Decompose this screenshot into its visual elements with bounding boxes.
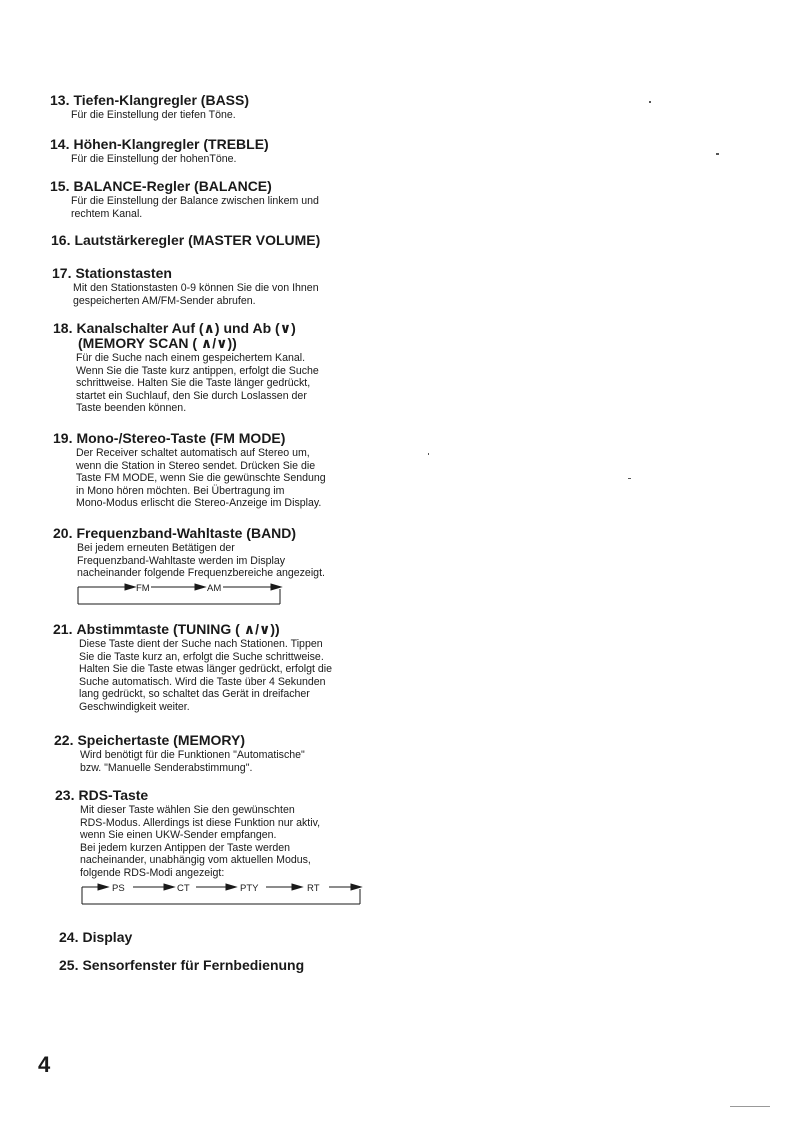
scan-speck xyxy=(428,453,429,455)
item-22 xyxy=(54,732,514,774)
item-14 xyxy=(50,136,510,166)
item-18 xyxy=(53,320,513,415)
item-title: Stationstasten xyxy=(75,265,172,281)
cycle-arrows xyxy=(77,584,287,606)
flow-label-pty: PTY xyxy=(240,882,259,894)
body-line: Mono-Modus erlischt die Stereo-Anzeige im Display. xyxy=(76,497,322,510)
body-line: Geschwindigkeit weiter. xyxy=(79,700,190,713)
body-line: Bei jedem erneuten Betätigen der xyxy=(77,542,235,554)
item-15 xyxy=(50,178,510,220)
body-line: folgende RDS-Modi angezeigt: xyxy=(80,866,225,879)
body-line: Wenn Sie die Taste kurz antippen, erfolgt die Suche xyxy=(76,364,319,377)
body-line: Taste beenden können. xyxy=(76,402,187,415)
item-number: 13. xyxy=(50,92,70,108)
body-line: nacheinander, unabhängig vom aktuellen Modus, xyxy=(80,854,311,867)
item-body xyxy=(79,638,513,714)
item-number: 21. xyxy=(53,621,73,637)
band-cycle-diagram xyxy=(77,584,287,604)
item-body xyxy=(71,153,510,166)
item-title: Abstimmtaste (TUNING ( ∧/∨)) xyxy=(76,621,280,637)
body-line: Bei jedem kurzen Antippen der Taste werden xyxy=(80,841,291,854)
body-line: wenn Sie einen UKW-Sender empfangen. xyxy=(80,829,277,842)
item-body xyxy=(80,749,514,774)
item-16 xyxy=(51,232,511,248)
body-line: Diese Taste dient der Suche nach Stationen. Tippen xyxy=(79,638,323,650)
body-line: bzw. "Manuelle Senderabstimmung". xyxy=(80,761,253,774)
flow-label-ps: PS xyxy=(112,882,125,894)
body-line: Mit den Stationstasten 0-9 können Sie die von Ihnen xyxy=(73,282,319,294)
item-title: Speichertaste (MEMORY) xyxy=(77,732,245,748)
body-line: Für die Einstellung der Balance zwischen linkem und xyxy=(71,195,319,207)
item-number: 22. xyxy=(54,732,74,748)
item-number: 23. xyxy=(55,787,75,803)
flow-label-am: AM xyxy=(207,582,222,594)
item-number: 19. xyxy=(53,430,73,446)
rds-cycle-diagram xyxy=(81,884,366,904)
item-title: Lautstärkeregler (MASTER VOLUME) xyxy=(74,232,321,248)
body-line: Für die Einstellung der hohenTöne. xyxy=(71,153,237,165)
item-20 xyxy=(53,525,513,604)
body-line: Für die Suche nach einem gespeichertem Kanal. xyxy=(76,352,306,364)
item-24 xyxy=(59,929,519,945)
item-title: Tiefen-Klangregler (BASS) xyxy=(73,92,250,108)
item-number: 25. xyxy=(59,957,79,973)
body-line: nacheinander folgende Frequenzbereiche angezeigt. xyxy=(77,567,325,580)
body-line: Suche automatisch. Wird die Taste über 4 Sekunden xyxy=(79,675,326,688)
body-line: Mit dieser Taste wählen Sie den gewünschten xyxy=(80,804,295,816)
scan-speck xyxy=(628,478,631,479)
item-13 xyxy=(50,92,510,122)
item-title: BALANCE-Regler (BALANCE) xyxy=(73,178,272,194)
body-line: rechtem Kanal. xyxy=(71,207,143,220)
page-number: 4 xyxy=(38,1052,51,1077)
item-body xyxy=(76,352,513,415)
item-title: Display xyxy=(82,929,133,945)
item-number: 24. xyxy=(59,929,79,945)
flow-label-fm: FM xyxy=(136,582,150,594)
item-number: 20. xyxy=(53,525,73,541)
item-title: RDS-Taste xyxy=(78,787,149,803)
flow-label-ct: CT xyxy=(177,882,190,894)
item-body xyxy=(76,447,513,510)
body-line: Taste FM MODE, wenn Sie die gewünschte Sendung xyxy=(76,472,326,485)
body-line: Halten Sie die Taste etwas länger gedrückt, erfolgt die xyxy=(79,663,333,676)
body-line: Sie die Taste kurz an, erfolgt die Suche schrittweise. xyxy=(79,650,324,663)
body-line: gespeicherten AM/FM-Sender abrufen. xyxy=(73,294,256,307)
item-number: 17. xyxy=(52,265,72,281)
item-17 xyxy=(52,265,512,307)
body-line: RDS-Modus. Allerdings ist diese Funktion nur aktiv, xyxy=(80,816,321,829)
body-line: wenn die Station in Stereo sendet. Drücken Sie die xyxy=(76,459,316,472)
body-line: Der Receiver schaltet automatisch auf Stereo um, xyxy=(76,447,310,459)
item-21 xyxy=(53,621,513,714)
item-number: 16. xyxy=(51,232,71,248)
flow-label-rt: RT xyxy=(307,882,320,894)
item-number: 18. xyxy=(53,320,73,336)
item-19 xyxy=(53,430,513,510)
item-25 xyxy=(59,957,519,973)
item-title: Sensorfenster für Fernbedienung xyxy=(82,957,305,973)
body-line: Frequenzband-Wahltaste werden im Display xyxy=(77,554,286,567)
scan-speck xyxy=(730,1106,770,1107)
body-line: in Mono hören möchten. Bei Übertragung im xyxy=(76,484,285,497)
item-title: Kanalschalter Auf (∧) und Ab (∨) xyxy=(76,320,296,336)
item-number: 15. xyxy=(50,178,70,194)
item-title: Höhen-Klangregler (TREBLE) xyxy=(73,136,269,152)
scan-speck xyxy=(649,101,651,103)
item-body xyxy=(80,804,515,880)
item-body xyxy=(71,195,510,220)
item-body xyxy=(77,542,513,580)
item-title: Frequenzband-Wahltaste (BAND) xyxy=(76,525,297,541)
item-body xyxy=(73,282,512,307)
item-23 xyxy=(55,787,515,904)
scan-speck xyxy=(716,153,719,155)
item-title: Mono-/Stereo-Taste (FM MODE) xyxy=(76,430,286,446)
item-subtitle: (MEMORY SCAN ( ∧/∨)) xyxy=(78,335,237,351)
body-line: schrittweise. Halten Sie die Taste länger gedrückt, xyxy=(76,377,311,390)
item-body xyxy=(71,109,510,122)
item-number: 14. xyxy=(50,136,70,152)
body-line: startet ein Suchlauf, den Sie durch Loslassen der xyxy=(76,389,307,402)
body-line: Wird benötigt für die Funktionen "Automatische" xyxy=(80,749,305,761)
body-line: lang gedrückt, so schaltet das Gerät in dreifacher xyxy=(79,688,310,701)
body-line: Für die Einstellung der tiefen Töne. xyxy=(71,109,236,121)
